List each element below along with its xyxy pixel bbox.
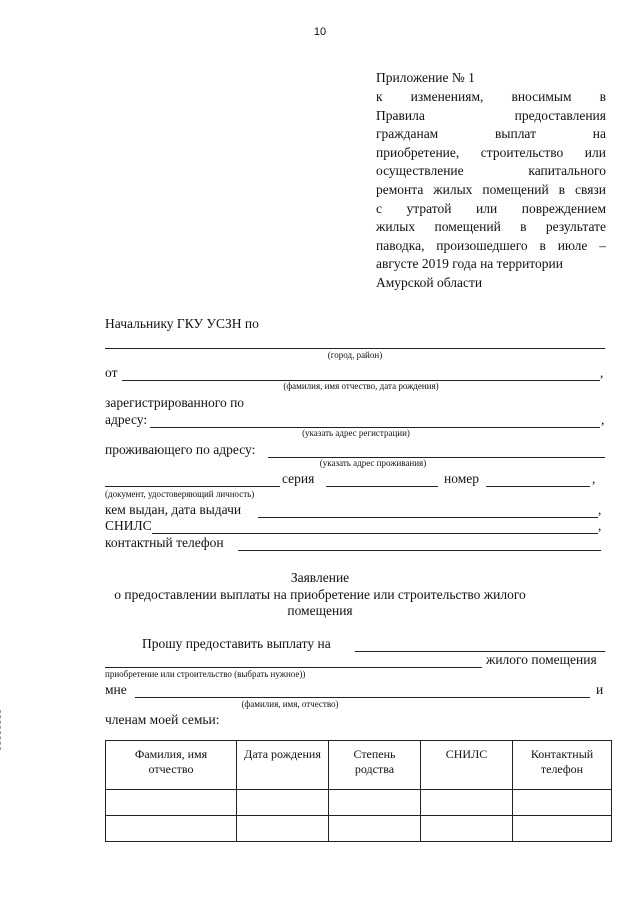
page-number: 10 (313, 26, 327, 38)
table-cell[interactable] (421, 816, 513, 842)
snils-label: СНИЛС (105, 518, 152, 533)
column-header: СНИЛС (421, 741, 513, 790)
appendix-line: паводка, произошедшего в июле – (376, 237, 606, 253)
living-label: проживающего по адресу: (105, 442, 256, 457)
comma: , (598, 518, 602, 533)
column-header: Фамилия, имя отчество (106, 741, 237, 790)
column-header: Степень родства (329, 741, 421, 790)
purpose-field-line-2[interactable] (105, 667, 482, 668)
hint-name-dob: (фамилия, имя отчество, дата рождения) (283, 381, 439, 391)
appendix-line: ремонта жилых помещений в связи (376, 181, 606, 197)
appendix-line: к изменениям, вносимым в (376, 89, 606, 104)
snils-field-line[interactable] (152, 533, 598, 534)
statement-subtitle: помещения (287, 603, 353, 618)
registered-label: зарегистрированного по (105, 395, 245, 410)
table-cell[interactable] (237, 790, 329, 816)
addressee-label: Начальнику ГКУ УСЗН по (105, 316, 259, 331)
request-label: Прошу предоставить выплату на (142, 636, 331, 651)
me-label: мне (105, 682, 127, 697)
series-field-line[interactable] (326, 486, 438, 487)
hint-living-address: (указать адрес проживания) (319, 458, 427, 468)
column-header: Контактный телефон (513, 741, 612, 790)
family-table (105, 740, 612, 842)
phone-label: контактный телефон (105, 535, 224, 550)
number-field-line[interactable] (486, 486, 590, 487)
table-cell[interactable] (421, 790, 513, 816)
issued-label: кем выдан, дата выдачи (105, 502, 242, 517)
housing-label: жилого помещения (486, 652, 597, 667)
appendix-line: августе 2019 года на территории (376, 256, 563, 272)
appendix-line: Правила предоставления (376, 107, 606, 123)
city-field-line[interactable] (105, 348, 605, 349)
table-cell[interactable] (513, 790, 612, 816)
comma: , (600, 365, 604, 380)
series-label: серия (282, 471, 315, 486)
and-label: и (596, 682, 604, 697)
family-label: членам моей семьи: (105, 712, 220, 727)
from-label: от (105, 365, 118, 380)
table-header-row (106, 741, 612, 790)
statement-subtitle: о предоставлении выплаты на приобретение или строительство жилого (114, 587, 526, 602)
appendix-line: гражданам выплат на (376, 126, 606, 142)
document-field-line[interactable] (105, 486, 280, 487)
statement-title: Заявление (290, 570, 350, 585)
table-row (106, 790, 612, 816)
appendix-line: с утратой или повреждением (376, 200, 606, 216)
hint-city: (город, район) (327, 350, 383, 360)
appendix-text (376, 88, 606, 293)
hint-fio: (фамилия, имя, отчество) (241, 699, 339, 709)
table-row (106, 816, 612, 842)
issued-field-line[interactable] (258, 517, 598, 518)
comma: , (601, 412, 605, 427)
comma: , (598, 502, 602, 517)
comma: , (592, 471, 596, 486)
table-cell[interactable] (106, 790, 237, 816)
table-cell[interactable] (513, 816, 612, 842)
phone-field-line[interactable] (238, 550, 601, 551)
address-label: адресу: (105, 412, 148, 427)
table-cell[interactable] (329, 816, 421, 842)
fio-field-line[interactable] (135, 697, 590, 698)
number-label: номер (444, 471, 480, 486)
table-cell[interactable] (237, 816, 329, 842)
appendix-line: осуществление капитального (376, 163, 606, 179)
scan-edge (0, 710, 1, 750)
appendix-title: Приложение № 1 (376, 70, 475, 85)
hint-document: (документ, удостоверяющий личность) (105, 489, 255, 499)
appendix-line: Амурской области (376, 274, 483, 290)
column-header: Дата рождения (237, 741, 329, 790)
table-cell[interactable] (329, 790, 421, 816)
hint-reg-address: (указать адрес регистрации) (302, 428, 410, 438)
hint-choice: приобретение или строительство (выбрать нужное)) (105, 669, 306, 679)
appendix-line: жилых помещений в результате (376, 219, 606, 235)
table-cell[interactable] (106, 816, 237, 842)
appendix-line: приобретение, строительство или (376, 144, 606, 160)
